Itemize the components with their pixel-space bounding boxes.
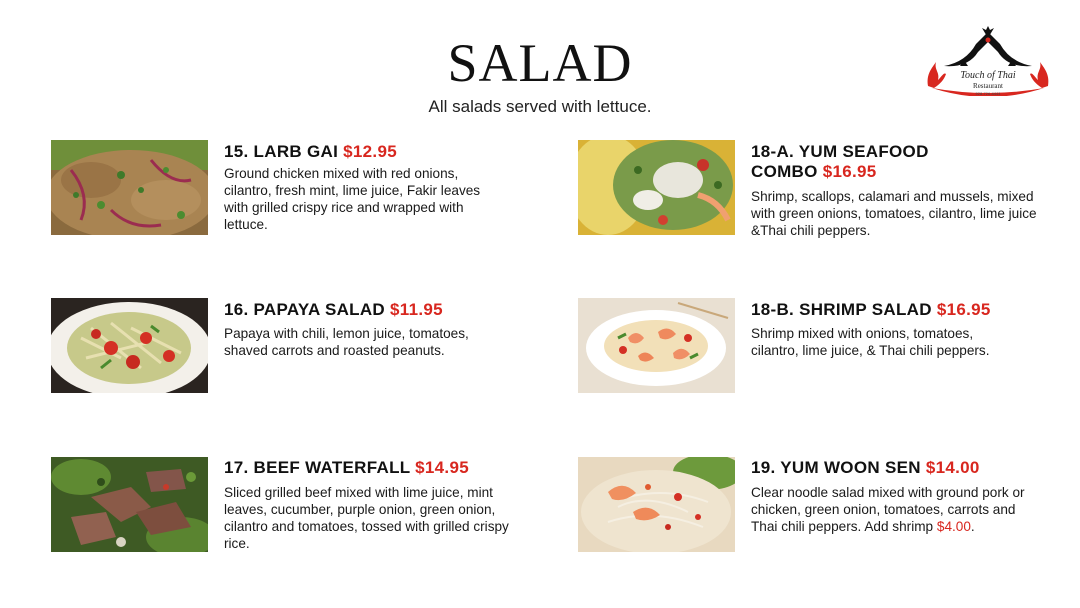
item-name: 15. LARB GAI <box>224 142 339 161</box>
logo-name: Touch of Thai <box>960 70 1016 81</box>
item-price: $16.95 <box>936 300 991 319</box>
beef-waterfall-photo <box>51 457 208 552</box>
item-price: $12.95 <box>343 142 397 161</box>
yum-woon-sen-photo <box>578 457 735 552</box>
larb-gai-photo <box>51 140 208 235</box>
item-price: $11.95 <box>390 300 443 319</box>
add-shrimp-price: $4.00 <box>936 519 971 534</box>
item-description: Sliced grilled beef mixed with lime juice, mint leaves, cucumber, purple onion, green onion, cilantro and tomatoes, tossed with grilled crispy rice. <box>224 485 509 551</box>
shrimp-salad-photo <box>578 298 735 393</box>
item-description: Ground chicken mixed with red onions, cilantro, fresh mint, lime juice, Fakir leaves with grilled crispy rice and wrapped with lettuce. <box>224 166 481 232</box>
item-description: Shrimp, scallops, calamari and mussels, mixed with green onions, tomatoes, cilantro, lime juice &Thai chili peppers. <box>751 189 1037 238</box>
item-description-suffix: . <box>970 519 975 534</box>
item-description: Shrimp mixed with onions, tomatoes, cilantro, lime juice, & Thai chili peppers. <box>751 326 990 358</box>
papaya-salad-photo <box>51 298 208 393</box>
item-title-larb-gai <box>224 142 397 162</box>
item-title-shrimp-salad <box>751 300 991 320</box>
item-name: 18-A. YUM SEAFOOD <box>751 142 929 161</box>
logo-sub: Restaurant <box>973 82 1003 90</box>
item-name: 19. YUM WOON SEN <box>751 458 921 477</box>
item-price: $14.95 <box>415 458 469 477</box>
item-price: $14.00 <box>925 458 980 477</box>
logo-phone: 928-726-4444 <box>975 91 1001 96</box>
item-title-papaya-salad <box>224 300 443 320</box>
item-title-beef-waterfall <box>224 458 469 478</box>
item-title-yum-seafood <box>751 142 991 182</box>
item-description: Papaya with chili, lemon juice, tomatoes, shaved carrots and roasted peanuts. <box>224 326 469 358</box>
item-description <box>751 484 1041 535</box>
item-name-line2: COMBO <box>751 162 818 181</box>
restaurant-logo <box>922 22 1054 96</box>
item-name: 17. BEEF WATERFALL <box>224 458 411 477</box>
item-description-text: Clear noodle salad mixed with ground pork or chicken, green onion, tomatoes, carrots and Thai chili peppers. Add shrimp <box>751 485 1025 534</box>
page-title: SALAD <box>447 33 633 93</box>
item-price: $16.95 <box>822 162 877 181</box>
page-subtitle: All salads served with lettuce. <box>428 97 652 116</box>
yum-seafood-photo <box>578 140 735 235</box>
item-name: 18-B. SHRIMP SALAD <box>751 300 932 319</box>
item-title-yum-woon-sen <box>751 458 980 478</box>
item-name: 16. PAPAYA SALAD <box>224 300 386 319</box>
